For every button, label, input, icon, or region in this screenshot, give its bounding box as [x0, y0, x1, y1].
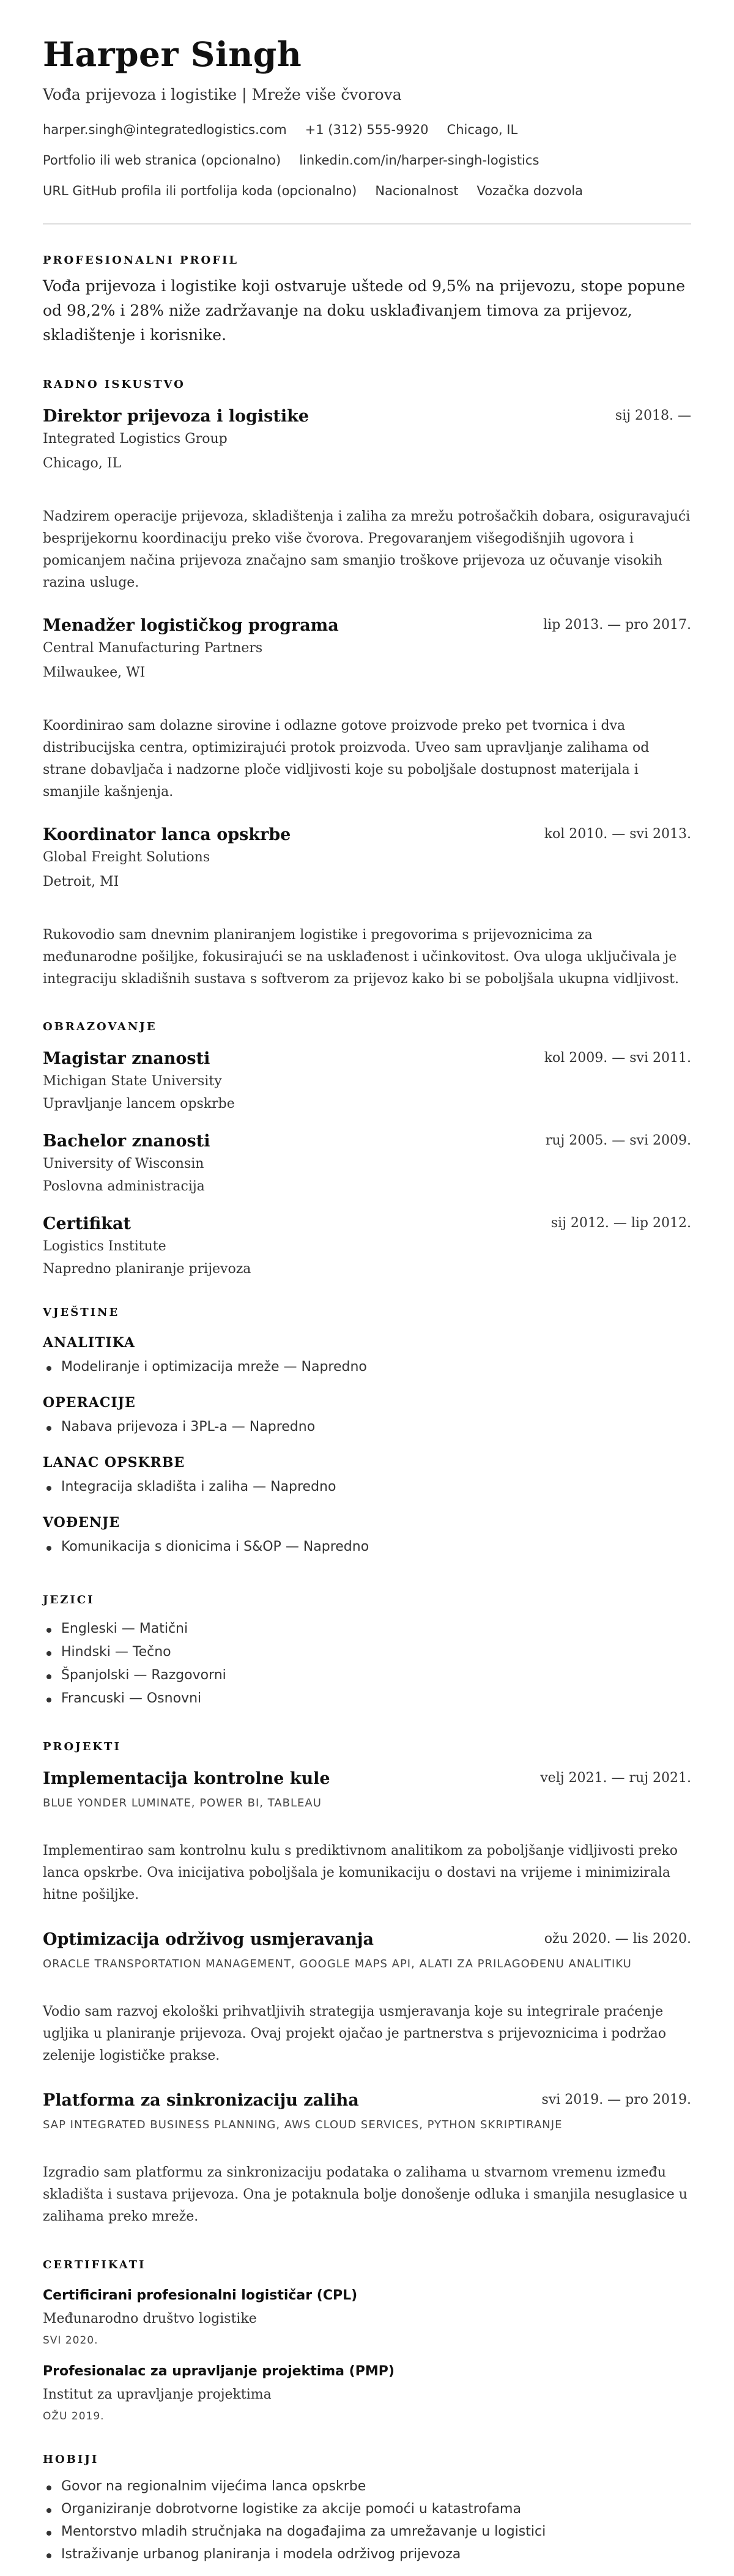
- certificate-issuer: Međunarodno društvo logistike: [43, 2311, 257, 2326]
- project-dates: ožu 2020. — lis 2020.: [544, 1931, 691, 1947]
- project-title: Optimizacija održivog usmjeravanja: [43, 1930, 374, 1949]
- education-dates: ruj 2005. — svi 2009.: [545, 1133, 691, 1148]
- linkedin-link[interactable]: linkedin.com/in/harper-singh-logistics: [299, 153, 539, 168]
- contact-row-1: [43, 122, 536, 137]
- bullet-icon: [46, 1426, 51, 1431]
- skill-category: OPERACIJE: [43, 1395, 136, 1411]
- section-heading-summary: PROFESIONALNI PROFIL: [43, 254, 239, 267]
- certificate-name: Certificirani profesionalni logističar (CPL): [43, 2288, 358, 2303]
- bullet-icon: [46, 2508, 51, 2513]
- certificate-date: SVI 2020.: [43, 2334, 98, 2347]
- certificate-issuer: Institut za upravljanje projektima: [43, 2387, 272, 2402]
- section-heading-education: OBRAZOVANJE: [43, 1020, 157, 1033]
- project-title: Implementacija kontrolne kule: [43, 1769, 330, 1788]
- nationality: Nacionalnost: [375, 184, 459, 198]
- project-description: Izgradio sam platformu za sinkronizaciju podataka o zalihama u stvarnom vremenu između skladišta i sustava prijevoza. Ona je potaknula bolje donošenje odluka i smanjila nesuglasice u zalihama preko mreže.: [43, 2165, 688, 2224]
- resume-page: Harper Singh Vođa prijevoza i logistike | Mreže više čvorova harper.singh@integratedlogistics.com +1 (312) 555-9920 Chicago, IL Portfolio ili web stranica (opcionalno) linkedin.com/in/harper-singh-logistics URL GitHub profila ili portfolija koda (opcionalno) Nacionalnost Vozačka dozvola PROFESIONALNI PROFIL Vođa prijevoza i logistike koji ostvaruje uštede od 9,5% na prijevozu, stope popune od 98,2% i 28% niže zadržavanje na doku usklađivanjem timova za prijevoz, skladištenje i korisnike. RADNO ISKUSTVO Direktor prijevoza i logistike sij 2018. — Integrated Logistics Group Chicago, IL Nadzirem operacije prijevoza, skladištenja i zaliha za mrežu potrošačkih dobara, osiguravajući besprijekornu koordinaciju preko više čvorova. Pregovaranjem višegodišnjih ugovora i pomicanjem načina prijevoza značajno sam smanjio troškove prijevoza uz očuvanje visokih razina usluge. Menadžer logističkog programa lip 2013. — pro 2017. Central Manufacturing Partners Milwaukee, WI Koordinirao sam dolazne sirovine i odlazne gotove proizvode preko pet tvornica i dva distribucijska centra, optimizirajući protok proizvoda. Uveo sam upravljanje zalihama od strane dobavljača i nadzorne ploče vidljivosti koje su poboljšale dostupnost materijala i smanjile kašnjenja. Koordinator lanca opskrbe kol 2010. — svi 2013. Global Freight Solutions Detroit, MI Rukovodio sam dnevnim planiranjem logistike i pregovorima s prijevoznicima za međunarodne pošiljke, fokusirajući se na usklađenost i učinkovitost. Ova uloga uključivala je integraciju skladišnih sustava s softverom za prijevoz kako bi se poboljšala ukupna vidljivost. OBRAZOVANJE Magistar znanosti kol 2009. — svi 2011. Michigan State University Upravljanje lancem opskrbe Bachelor znanosti ruj 2005. — svi 2009. University of Wisconsin Poslovna administracija Certifikat sij 2012. — lip 2012. Logistics Institute Napredno planiranje prijevoza VJEŠTINE ANALITIKA Modeliranje i optimizacija mreže — Napredno OPERACIJE Nabava prijevoza i 3PL-a — Napredno LANAC OPSKRBE Integracija skladišta i zaliha — Napredno VOĐENJE Komunikacija s dionicima i S&OP — Napredno JEZICI Engleski — Matični Hindski — Tečno Španjolski — Razgovorni Francuski — Osnovni PROJEKTI Implementacija kontrolne kule velj 2021. — ruj 2021. BLUE YONDER LUMINATE, POWER BI, TABLEAU Implementirao sam kontrolnu kulu s prediktivnom analitikom za poboljšanje vidljivosti preko lanca opskrbe. Ova inicijativa poboljšala je komunikaciju o dostavi na vrijeme i minimizirala hitne pošiljke. Optimizacija održivog usmjeravanja ožu 2020. — lis 2020. ORACLE TRANSPORTATION MANAGEMENT, GOOGLE MAPS API, ALATI ZA PRILAGOĐENU ANALITIKU Vodio sam razvoj ekološki prihvatljivih strategija usmjeravanja koje su integrirale praćenje ugljika u planiranje prijevoza. Ovaj projekt ojačao je partnerstva s prijevoznicima i podržao zelenije logističke prakse. Platforma za sinkronizaciju zaliha svi 2019. — pro 2019. SAP INTEGRATED BUSINESS PLANNING, AWS CLOUD SERVICES, PYTHON SKRIPTIRANJE Izgradio sam platformu za sinkronizaciju podataka o zalihama u stvarnom vremenu između skladišta i sustava prijevoza. Ona je potaknula bolje donošenje odluka i smanjila nesuglasice u zalihama preko mreže. CERTIFIKATI Certificirani profesionalni logističar (CPL) Međunarodno društvo logistike SVI 2020. Profesionalac za upravljanje projektima (PMP) Institut za upravljanje projektima OŽU 2019. HOBIJI Govor na regionalnim vijećima lanca opskrbe Organiziranje dobrotvorne logistike za akcije pomoći u katastrofama Mentorstvo mladih stručnjaka na događajima za umrežavanje u logistici Istraživanje urbanog planiranja i modela održivog prijevoza: [43, 34, 691, 2562]
- headline: Vođa prijevoza i logistike | Mreže više čvorova: [43, 86, 402, 103]
- location: Chicago, IL: [447, 122, 518, 137]
- section-heading-projects: PROJEKTI: [43, 1740, 121, 1753]
- education-school: Logistics Institute: [43, 1239, 166, 1254]
- education-dates: kol 2009. — svi 2011.: [544, 1050, 691, 1066]
- project-dates: velj 2021. — ruj 2021.: [540, 1770, 691, 1786]
- job-title: Koordinator lanca opskrbe: [43, 825, 291, 844]
- job-title: Menadžer logističkog programa: [43, 616, 339, 635]
- education-degree: Certifikat: [43, 1214, 131, 1233]
- bullet-icon: [46, 2531, 51, 2536]
- education-degree: Magistar znanosti: [43, 1049, 210, 1068]
- skill-category: VOĐENJE: [43, 1515, 120, 1531]
- job-title: Direktor prijevoza i logistike: [43, 407, 309, 426]
- job-dates: lip 2013. — pro 2017.: [543, 617, 691, 633]
- project-technologies: BLUE YONDER LUMINATE, POWER BI, TABLEAU: [43, 1797, 322, 1810]
- phone-link[interactable]: +1 (312) 555-9920: [305, 122, 429, 137]
- bullet-icon: [46, 1674, 51, 1679]
- section-heading-experience: RADNO ISKUSTVO: [43, 378, 185, 391]
- job-location: Milwaukee, WI: [43, 665, 146, 680]
- job-company: Integrated Logistics Group: [43, 431, 228, 447]
- github-link[interactable]: URL GitHub profila ili portfolija koda (opcionalno): [43, 184, 357, 198]
- job-description: Rukovodio sam dnevnim planiranjem logistike i pregovorima s prijevoznicima za međunarodne pošiljke, fokusirajući se na usklađenost i učinkovitost. Ova uloga uključivala je integraciju skladišnih sustava s softverom za prijevoz kako bi se poboljšala ukupna vidljivost.: [43, 927, 679, 987]
- skill-category: ANALITIKA: [43, 1335, 135, 1351]
- drivers-license: Vozačka dozvola: [476, 184, 584, 198]
- project-technologies: ORACLE TRANSPORTATION MANAGEMENT, GOOGLE MAPS API, ALATI ZA PRILAGOĐENU ANALITIKU: [43, 1958, 632, 1970]
- project-technologies: SAP INTEGRATED BUSINESS PLANNING, AWS CLOUD SERVICES, PYTHON SKRIPTIRANJE: [43, 2118, 563, 2131]
- header-divider: [43, 223, 691, 225]
- section-heading-hobbies: HOBIJI: [43, 2453, 99, 2466]
- bullet-icon: [46, 1698, 51, 1702]
- job-location: Chicago, IL: [43, 456, 122, 471]
- skill-category: LANAC OPSKRBE: [43, 1455, 185, 1471]
- bullet-icon: [46, 2553, 51, 2558]
- bullet-icon: [46, 1628, 51, 1633]
- education-school: Michigan State University: [43, 1074, 222, 1089]
- project-dates: svi 2019. — pro 2019.: [541, 2092, 691, 2107]
- education-field: Upravljanje lancem opskrbe: [43, 1096, 235, 1112]
- project-title: Platforma za sinkronizaciju zaliha: [43, 2091, 359, 2110]
- job-dates: sij 2018. —: [615, 408, 691, 423]
- bullet-icon: [46, 1546, 51, 1551]
- contact-row-3: [43, 184, 601, 198]
- project-description: Implementirao sam kontrolnu kulu s prediktivnom analitikom za poboljšanje vidljivosti preko lanca opskrbe. Ova inicijativa poboljšala je komunikaciju o dostavi na vrijeme i minimizirala hitne pošiljke.: [43, 1843, 678, 1902]
- education-field: Napredno planiranje prijevoza: [43, 1261, 251, 1277]
- education-degree: Bachelor znanosti: [43, 1132, 210, 1151]
- education-dates: sij 2012. — lip 2012.: [550, 1216, 691, 1231]
- section-heading-skills: VJEŠTINE: [43, 1306, 120, 1319]
- certificate-date: OŽU 2019.: [43, 2410, 105, 2422]
- certificate-name: Profesionalac za upravljanje projektima (PMP): [43, 2364, 395, 2379]
- job-dates: kol 2010. — svi 2013.: [544, 826, 691, 842]
- project-description: Vodio sam razvoj ekološki prihvatljivih strategija usmjeravanja koje su integrirale praćenje ugljika u planiranje prijevoza. Ovaj projekt ojačao je partnerstva s prijevoznicima i podržao zelenije logističke prakse.: [43, 2004, 667, 2063]
- section-heading-languages: JEZICI: [43, 1594, 95, 1606]
- bullet-icon: [46, 2485, 51, 2490]
- bullet-icon: [46, 1486, 51, 1491]
- job-description: Nadzirem operacije prijevoza, skladištenja i zaliha za mrežu potrošačkih dobara, osiguravajući besprijekornu koordinaciju preko više čvorova. Pregovaranjem višegodišnjih ugovora i pomicanjem načina prijevoza značajno sam smanjio troškove prijevoza uz očuvanje visokih razina usluge.: [43, 509, 691, 590]
- bullet-icon: [46, 1366, 51, 1371]
- education-school: University of Wisconsin: [43, 1156, 204, 1171]
- job-location: Detroit, MI: [43, 874, 119, 889]
- bullet-icon: [46, 1651, 51, 1656]
- contact-row-2: [43, 153, 557, 168]
- candidate-name: Harper Singh: [43, 34, 302, 74]
- job-company: Central Manufacturing Partners: [43, 640, 263, 656]
- email-link[interactable]: harper.singh@integratedlogistics.com: [43, 122, 287, 137]
- summary-text: Vođa prijevoza i logistike koji ostvaruje uštede od 9,5% na prijevozu, stope popune od 98,2% i 28% niže zadržavanje na doku usklađivanjem timova za prijevoz, skladištenje i korisnike.: [43, 277, 685, 344]
- education-field: Poslovna administracija: [43, 1179, 205, 1194]
- job-description: Koordinirao sam dolazne sirovine i odlazne gotove proizvode preko pet tvornica i dva distribucijska centra, optimizirajući protok proizvoda. Uveo sam upravljanje zalihama od strane dobavljača i nadzorne ploče vidljivosti koje su poboljšale dostupnost materijala i smanjile kašnjenja.: [43, 718, 650, 800]
- section-heading-certificates: CERTIFIKATI: [43, 2259, 146, 2271]
- portfolio-link[interactable]: Portfolio ili web stranica (opcionalno): [43, 153, 281, 168]
- job-company: Global Freight Solutions: [43, 850, 210, 865]
